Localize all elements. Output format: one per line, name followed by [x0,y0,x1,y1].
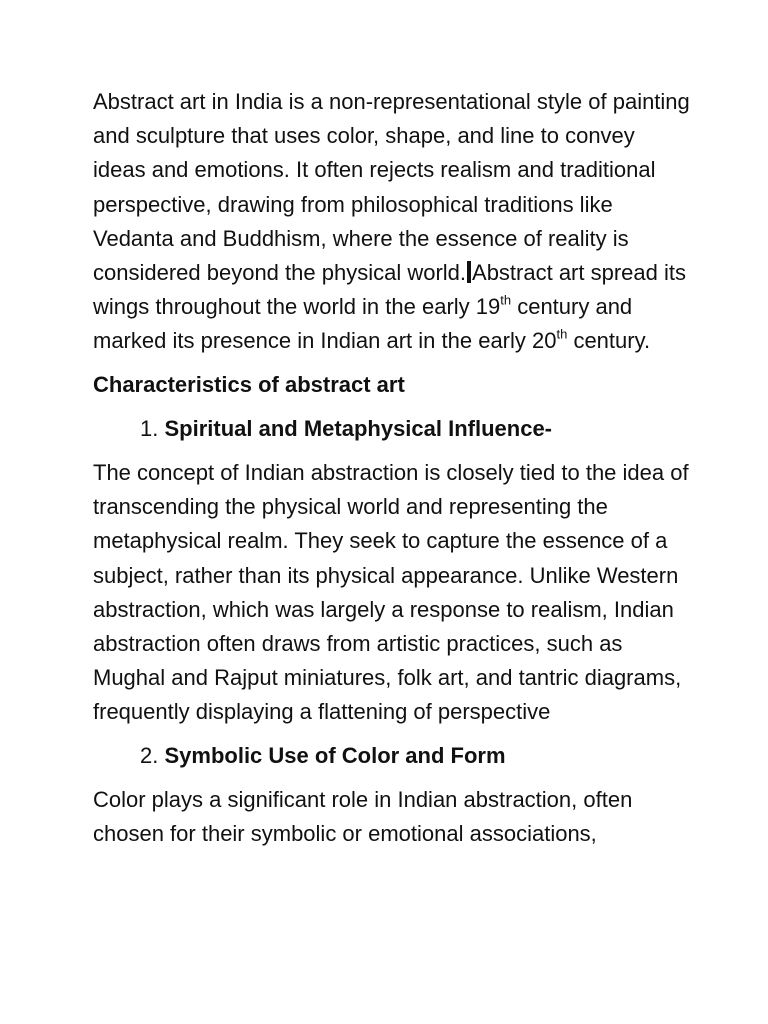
document-page [93,85,693,860]
item-1-body: The concept of Indian abstraction is closely tied to the idea of transcending the physical world and representing the metaphysical realm. They seek to capture the essence of a subject, rather than its physical appearance. Unlike Western abstraction, which was largely a response to realism, Indian abstraction often draws from artistic practices, such as Mughal and Rajput miniatures, folk art, and tantric diagrams, frequently displaying a flattening of perspective [93,460,689,725]
intro-text-part2: Abstract art spread its wings throughout the world in the early 19 [93,260,686,320]
intro-text-part1: Abstract art in India is a non-representational style of painting and sculpture that uses color, shape, and line to convey ideas and emotions. It often rejects realism and traditional perspective, drawing from philosophical traditions like Vedanta and Buddhism, where the essence of reality is considered beyond the physical world. [93,89,690,286]
list-number: 1. [140,415,159,441]
ordinal-superscript: th [556,326,568,342]
list-item-2-heading [93,739,693,773]
ordinal-superscript: th [500,292,512,308]
list-item-title: Symbolic Use of Color and Form [164,742,506,768]
intro-text-part4: century. [567,328,651,354]
item-2-body: Color plays a significant role in Indian abstraction, often chosen for their symbolic or emotional associations, [93,786,633,847]
list-item-1-heading [93,412,693,446]
section-heading: Characteristics of abstract art [93,371,405,397]
intro-paragraph [93,85,693,359]
list-item-title: Spiritual and Metaphysical Influence- [164,415,553,441]
list-number: 2. [140,742,159,768]
intro-text-part3: century and marked its presence in Indian art in the early 20 [93,294,633,354]
text-cursor [467,261,471,283]
